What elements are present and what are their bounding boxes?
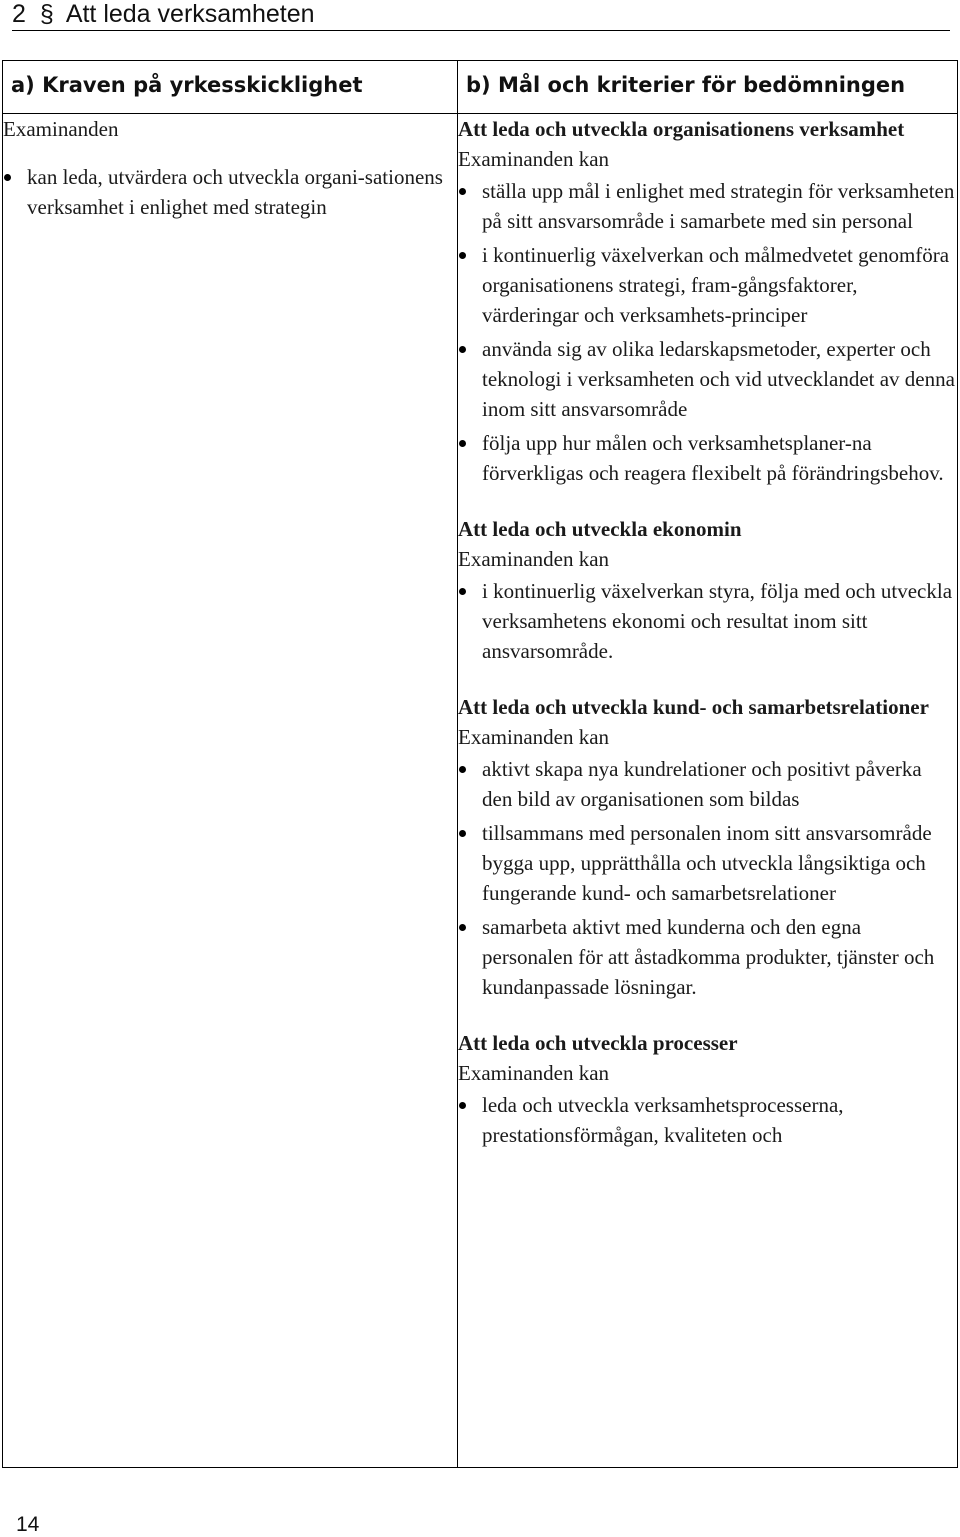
column-a-heading: a) Kraven på yrkesskicklighet — [3, 61, 458, 114]
column-b-cell — [458, 114, 958, 1468]
criteria-section — [458, 692, 957, 1002]
chapter-number: 2 — [12, 0, 26, 28]
section-title: Att leda och utveckla organisationens verksamhet — [458, 117, 905, 141]
list-item: tillsammans med personalen inom sitt ansvarsområde bygga upp, upprätthålla och utveckla långsiktiga och fungerande kund- och samarbetsrelationer — [458, 818, 957, 908]
section-list — [458, 1090, 957, 1150]
list-item: kan leda, utvärdera och utveckla organi-sationens verksamhet i enlighet med strategin — [3, 162, 457, 222]
section-intro: Examinanden kan — [458, 547, 610, 571]
list-item: i kontinuerlig växelverkan och målmedvetet genomföra organisationens strategi, fram-gångsfaktorer, värderingar och verksamhets-principer — [458, 240, 957, 330]
criteria-table — [2, 60, 958, 1468]
section-list — [458, 754, 957, 1002]
page-header — [12, 0, 950, 31]
column-a-list — [3, 162, 457, 222]
table-body-row — [3, 114, 958, 1468]
criteria-section — [458, 1028, 957, 1150]
section-title: Att leda och utveckla ekonomin — [458, 517, 742, 541]
criteria-section — [458, 114, 957, 488]
section-title: Att leda och utveckla processer — [458, 1031, 738, 1055]
section-title: Att leda och utveckla kund- och samarbetsrelationer — [458, 695, 929, 719]
column-a-cell — [3, 114, 458, 1468]
page-number: 14 — [16, 1513, 40, 1536]
section-intro: Examinanden kan — [458, 147, 610, 171]
table-header-row — [3, 61, 958, 114]
section-list — [458, 176, 957, 488]
section-intro: Examinanden kan — [458, 1061, 610, 1085]
list-item: samarbeta aktivt med kunderna och den egna personalen för att åstadkomma produkter, tjänster och kundanpassade lösningar. — [458, 912, 957, 1002]
column-b-heading: b) Mål och kriterier för bedömningen — [458, 61, 958, 114]
list-item: i kontinuerlig växelverkan styra, följa med och utveckla verksamhetens ekonomi och resultat inom sitt ansvarsområde. — [458, 576, 957, 666]
section-intro: Examinanden kan — [458, 725, 610, 749]
list-item: ställa upp mål i enlighet med strategin för verksamheten på sitt ansvarsområde i samarbete med sin personal — [458, 176, 957, 236]
list-item: följa upp hur målen och verksamhetsplaner-na förverkligas och reagera flexibelt på förändringsbehov. — [458, 428, 957, 488]
section-list — [458, 576, 957, 666]
criteria-section — [458, 514, 957, 666]
list-item: leda och utveckla verksamhetsprocesserna, prestationsförmågan, kvaliteten och — [458, 1090, 957, 1150]
section-sign: § — [39, 0, 54, 28]
list-item: aktivt skapa nya kundrelationer och positivt påverka den bild av organisationen som bildas — [458, 754, 957, 814]
list-item: använda sig av olika ledarskapsmetoder, experter och teknologi i verksamheten och vid utvecklandet av denna inom sitt ansvarsområde — [458, 334, 957, 424]
column-a-intro: Examinanden — [3, 117, 119, 141]
chapter-title: Att leda verksamheten — [65, 0, 315, 28]
